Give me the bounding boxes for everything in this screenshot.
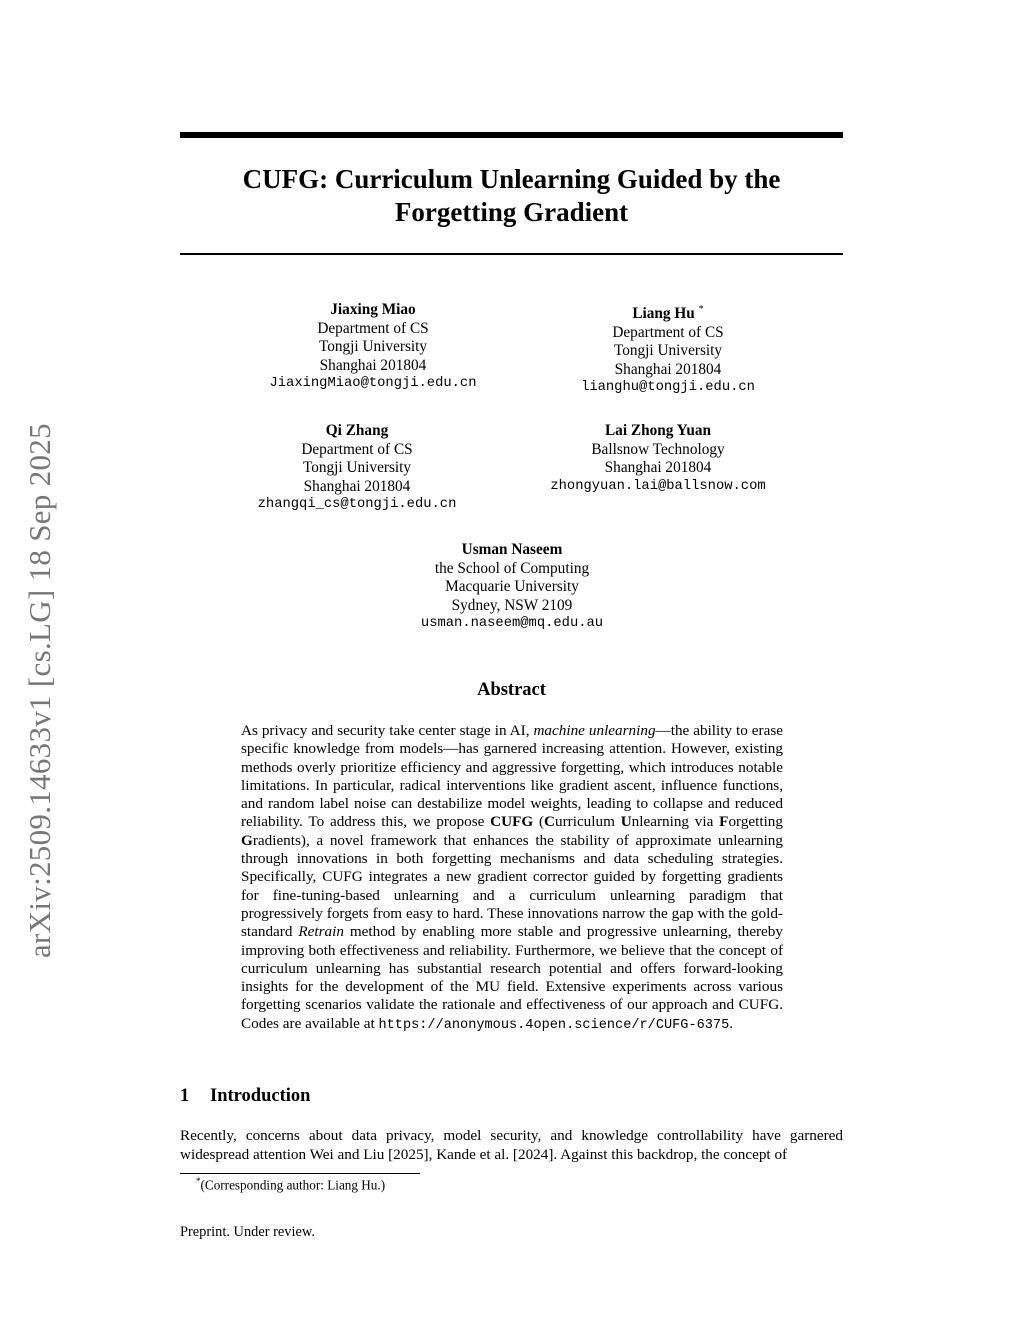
abstract-text: ( [533, 813, 545, 831]
author-block [216, 422, 498, 515]
author-email[interactable]: usman.naseem@mq.edu.au [420, 616, 604, 631]
author-affiliation: Department of CS [612, 323, 724, 341]
author-name: Jiaxing Miao [330, 301, 416, 318]
author-email[interactable]: lianghu@tongji.edu.cn [581, 380, 755, 396]
author-affiliation: Shanghai 201804 [319, 356, 427, 374]
author-affiliation: Tongji University [318, 338, 428, 355]
footnote-text: (Corresponding author: Liang Hu.) [200, 1177, 386, 1193]
author-affiliation: Macquarie University [445, 578, 579, 595]
intro-paragraph: Recently, concerns about data privacy, model security, and knowledge controllability have garnered widespread attention Wei and Liu [2025], Kande et al. [2024]. Against this backdrop, the concept of [180, 1127, 843, 1163]
title-line-1: CUFG: Curriculum Unlearning Guided by the [242, 164, 781, 194]
abstract-text: . [729, 1014, 734, 1032]
author-block [527, 301, 809, 398]
abstract-text: As privacy and security take center stage in AI, [241, 722, 534, 739]
abstract-text: method by enabling more stable and progressive unlearning, thereby improving both effectiveness and reliability. Furthermore, we believe that the concept of curriculum unlearning has substantial research potential and offers forward-looking insights for the development of the MU field. Extensive experiments across various forgetting scenarios validate the rationale and effectiveness of our approach and CUFG. Codes are available at [241, 923, 783, 1032]
footnote [196, 1176, 385, 1193]
author-name: Qi Zhang [325, 422, 389, 439]
author-affiliation: Department of CS [301, 440, 413, 458]
author-affiliation: Tongji University [302, 459, 412, 476]
corresponding-mark: * [698, 304, 704, 315]
arxiv-identifier: arXiv:2509.14633v1 [cs.LG] 18 Sep 2025 [22, 423, 57, 958]
abstract-emphasis: machine unlearning [533, 722, 656, 739]
section-heading [180, 1086, 310, 1107]
abstract-emphasis: Retrain [298, 923, 344, 941]
code-link[interactable]: https://anonymous.4open.science/r/CUFG-6375 [378, 1017, 730, 1033]
author-block [232, 301, 514, 394]
title-rule-bottom [180, 253, 843, 255]
author-affiliation: Sydney, NSW 2109 [451, 596, 573, 614]
abstract-text: nlearning via [631, 813, 720, 831]
abstract-text: urriculum [555, 813, 621, 831]
author-email[interactable]: zhangqi_cs@tongji.edu.cn [257, 497, 457, 512]
paper-title [180, 163, 843, 229]
author-affiliation: Shanghai 201804 [614, 360, 722, 378]
author-affiliation: Ballsnow Technology [591, 440, 725, 458]
acronym-letter: U [620, 813, 632, 831]
abstract-text: radients), a novel framework that enhances the stability of approximate unlearning through innovations in both forgetting mechanisms and data scheduling strategies. Specifically, CUFG integrates a new gradient corrector guided by forgetting gradients for fine-tuning-based unlearning and a curriculum unlearning paradigm that progressively forgets from easy to hard. These innovations narrow the gap with the gold-standard [241, 831, 783, 941]
author-email[interactable]: JiaxingMiao@tongji.edu.cn [269, 376, 477, 391]
footnote-mark: * [196, 1176, 201, 1186]
author-affiliation: Shanghai 201804 [303, 477, 411, 495]
abstract-body [241, 722, 783, 1035]
abstract-text: orgetting [728, 813, 783, 831]
author-name: Liang Hu [632, 305, 695, 323]
author-affiliation: the School of Computing [434, 559, 590, 577]
author-block [517, 422, 799, 496]
abstract-text: —the ability to erase specific knowledge from models—has garnered increasing attention. However, existing methods overly prioritize efficiency and aggressive forgetting, which introduces notable limitations. In particular, radical interventions like gradient ascent, influence functions, and random label noise can destabilize model weights, leading to collapse and reduced reliability. To address this, we propose [241, 722, 783, 831]
author-affiliation: Tongji University [613, 342, 723, 360]
abstract-acronym: CUFG [490, 813, 534, 831]
acronym-letter: G [241, 831, 253, 849]
section-title: Introduction [210, 1086, 311, 1106]
author-email[interactable]: zhongyuan.lai@ballsnow.com [550, 478, 766, 494]
author-block [362, 541, 662, 634]
author-affiliation: Department of CS [317, 319, 429, 337]
author-affiliation: Shanghai 201804 [604, 459, 712, 476]
title-line-2: Forgetting Gradient [394, 197, 629, 227]
acronym-letter: C [544, 813, 556, 831]
preprint-notice: Preprint. Under review. [180, 1224, 315, 1240]
section-number: 1 [180, 1086, 190, 1106]
abstract-heading: Abstract [477, 680, 546, 700]
title-rule-top [180, 132, 843, 138]
author-name: Lai Zhong Yuan [604, 422, 711, 439]
acronym-letter: F [719, 813, 729, 831]
footnote-rule [180, 1173, 420, 1174]
author-name: Usman Naseem [461, 541, 563, 558]
